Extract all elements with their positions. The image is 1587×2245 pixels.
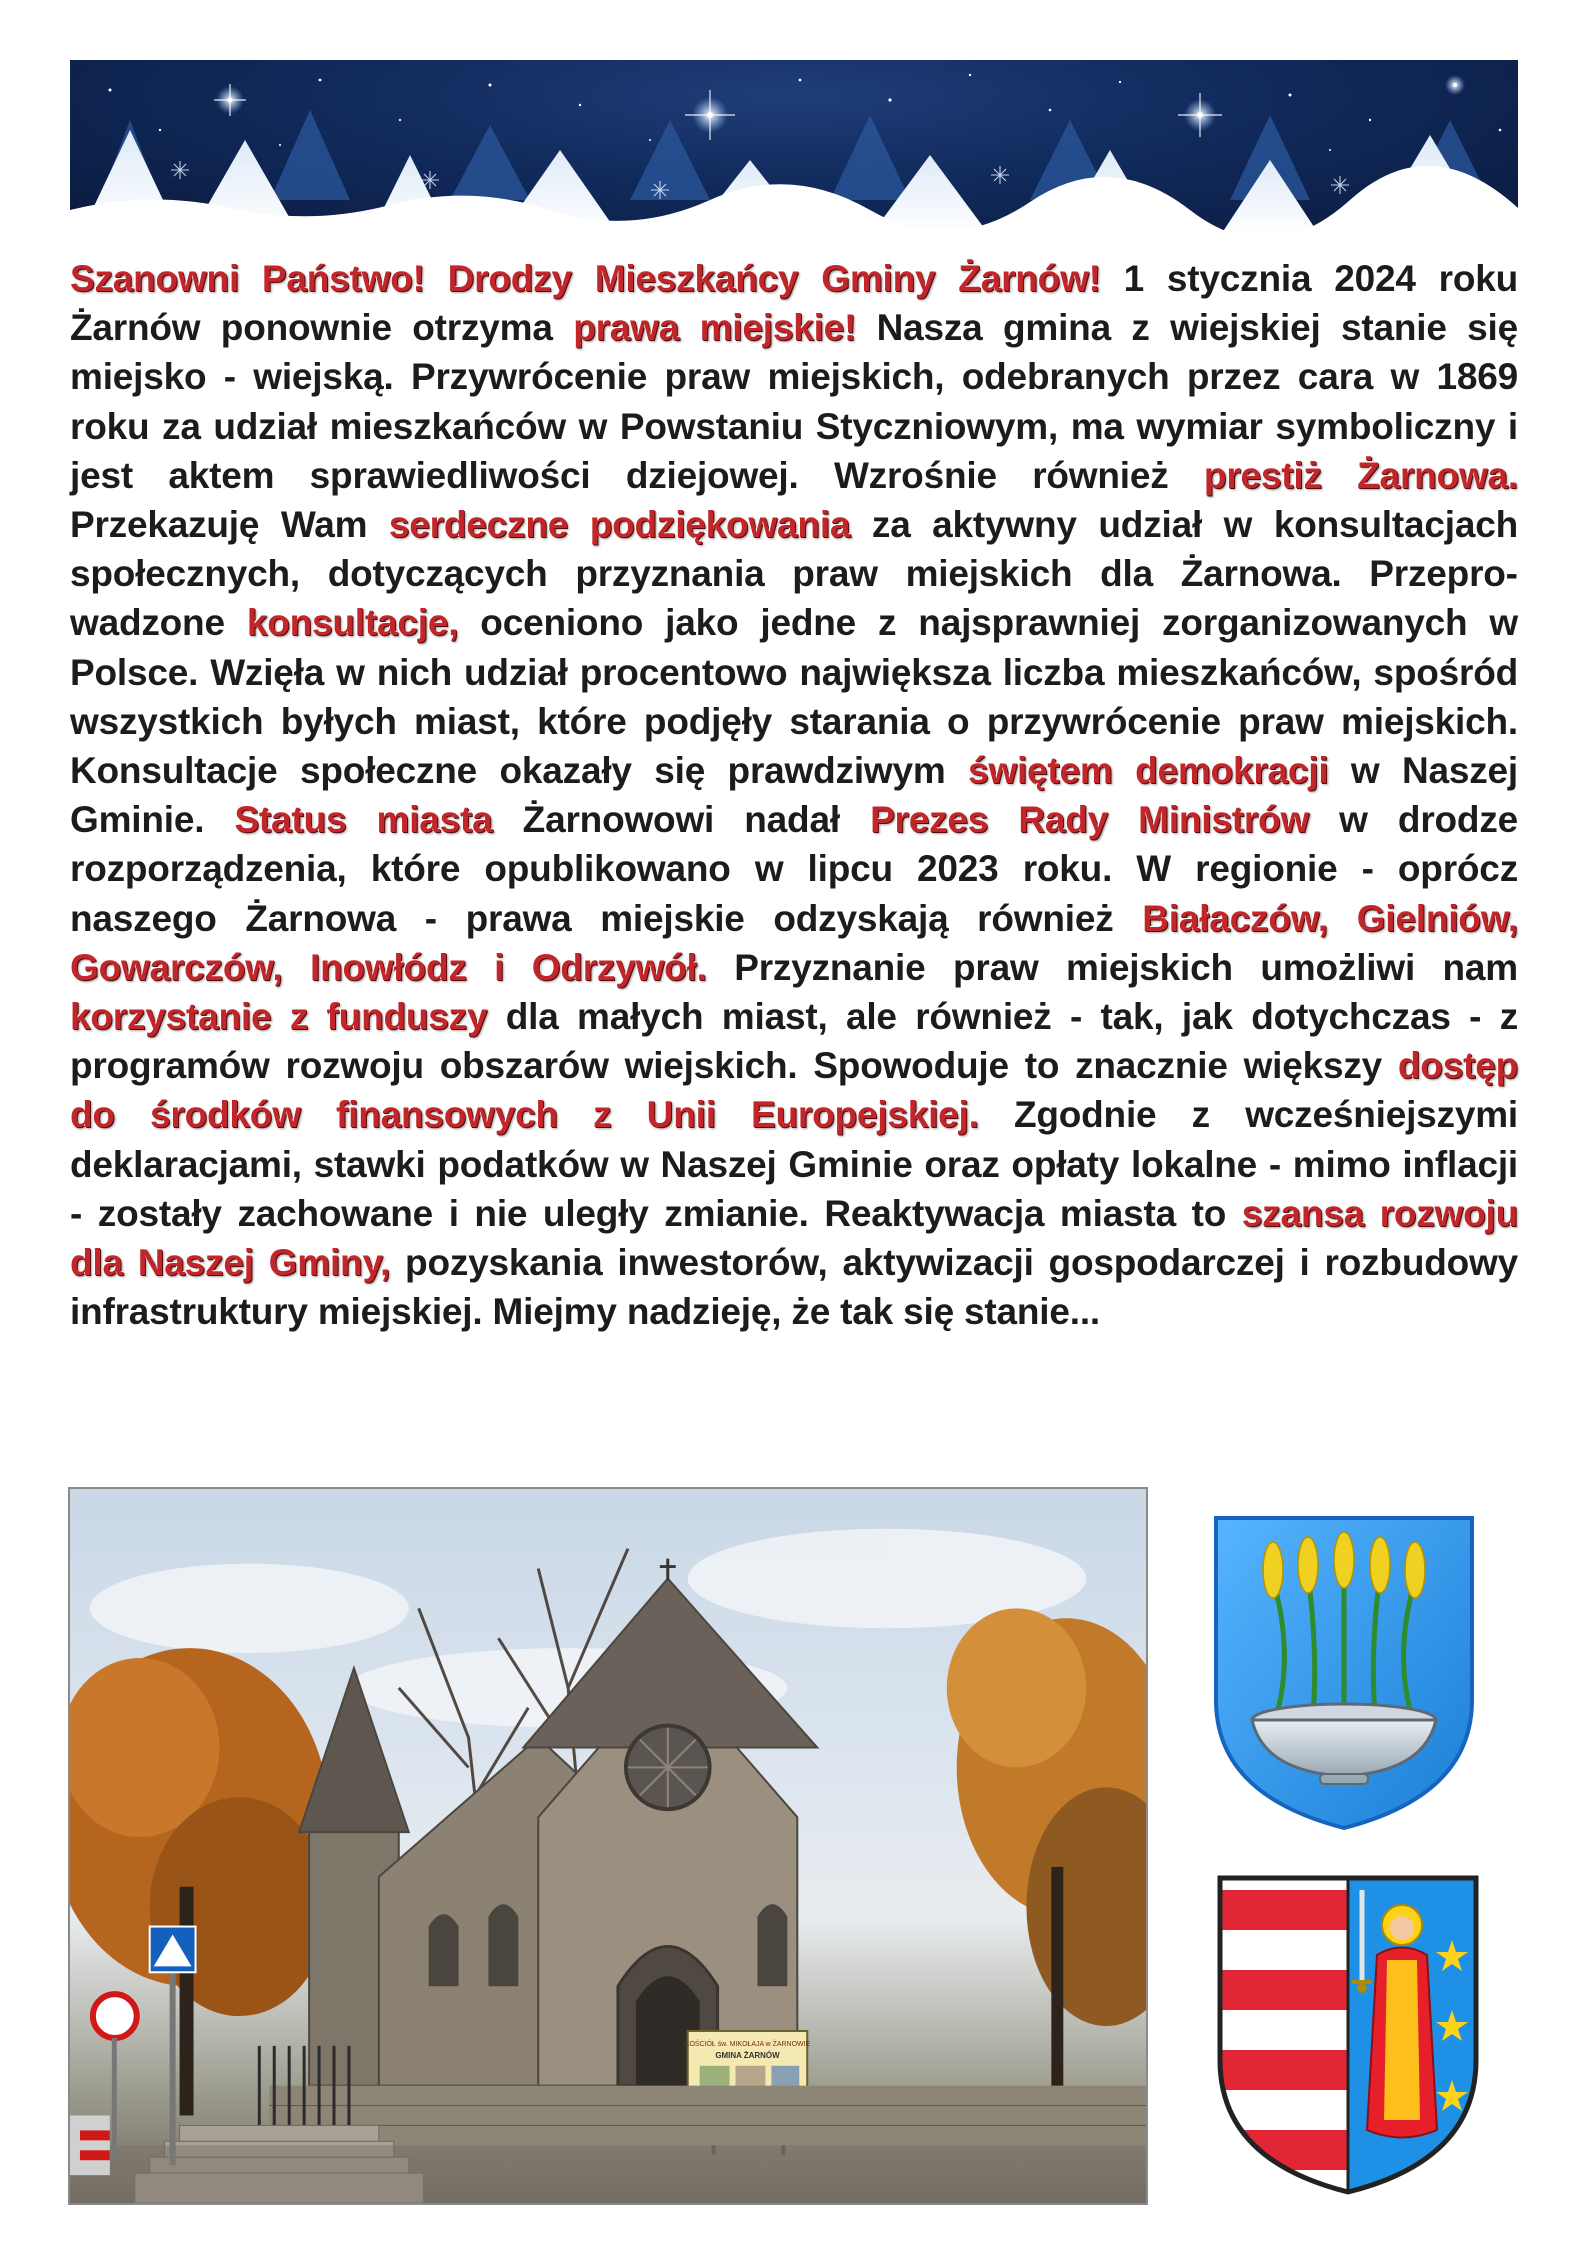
- highlight-swieto-demokracji: świętem demokracji: [968, 750, 1329, 792]
- wheat-crest: [1208, 1510, 1480, 1835]
- letter-segment: pozyskania inwestorów, aktywizacji gospodarczej i rozbudowy infrastruktury miejskiej. Miejmy nadzieję, że tak się stanie...: [70, 1242, 1518, 1333]
- letter-segment: dla małych miast, ale również - tak, jak dotychczas - z programów rozwoju obszarów wiejskich. Spowoduje to znacznie większy: [70, 996, 1518, 1087]
- highlight-ue: dostęp do środków finansowych z Unii Europejskiej.: [70, 1045, 1518, 1136]
- letter-segment: Nasza gmina z wiejskiej stanie się miejsko - wiejską. Przywrócenie praw miejskich, odebranych przez cara w 1869 roku za udział mieszkańców w Powstaniu Styczniowym, ma wymiar symboliczny i jest aktem sprawiedliwości dziejowej. Wzrośnie również: [70, 307, 1518, 496]
- highlight-fundusze: korzystanie z funduszy: [70, 996, 488, 1038]
- letter-segment: Przekazuję Wam: [70, 504, 389, 546]
- letter-segment: za aktywny udział w konsultacjach społecznych, dotyczących przyznania praw miejskich dla Żarnowa. Przeprowadzone: [70, 504, 1518, 644]
- letter-segment: Żarnowowi nadał: [492, 799, 871, 841]
- letter-segment: 1 stycznia 2024 roku Żarnów ponownie otrzyma: [70, 258, 1518, 349]
- highlight-prestiz: prestiż Żarnowa.: [1203, 454, 1518, 496]
- letter-segment: Przyznanie praw miejskich umożliwi nam: [706, 946, 1518, 988]
- highlight-towns: Białaczów, Gielniów, Gowarczów, Inowłódz i Odrzywół.: [70, 897, 1518, 988]
- highlight-podziekowania: serdeczne podziękowania: [388, 504, 851, 546]
- church-photo: [68, 1487, 1148, 2205]
- board-subtitle: GMINA ŻARNÓW: [715, 2050, 780, 2060]
- salutation: Szanowni Państwo! Drodzy Mieszkańcy Gminy Żarnów!: [70, 258, 1101, 299]
- letter-text: [70, 254, 1518, 1336]
- saint-crest: [1212, 1870, 1484, 2200]
- letter-segment: w drodze rozporządzenia, które opublikowano w lipcu 2023 roku. W regionie - oprócz naszego Żarnowa - prawa miejskie odzyskają również: [70, 799, 1518, 939]
- highlight-prawa-miejskie: prawa miejskie!: [573, 307, 857, 349]
- board-title: KOŚCIÓŁ św. MIKOŁAJA w ŻARNOWIE: [684, 2040, 811, 2048]
- highlight-status-miasta: Status miasta: [234, 799, 493, 841]
- letter-segment: w Naszej Gminie.: [70, 750, 1518, 841]
- letter-segment: Zgodnie z wcześniejszymi deklaracjami, stawki podatków w Naszej Gminie oraz opłaty lokalne - mimo inflacji - zostały zachowane i nie uległy zmianie. Reaktywacja miasta to: [70, 1094, 1518, 1234]
- highlight-szansa: szansa rozwoju dla Naszej Gminy,: [70, 1192, 1518, 1284]
- letter-segment: oceniono jako jedne z najsprawniej zorganizowanych w Polsce. Wzięła w nich udział procentowo największa liczba mieszkańców, spośród wszystkich byłych miast, które podjęły starania o przywrócenie praw miejskich. Konsultacje społeczne okazały się prawdziwym: [70, 602, 1518, 792]
- highlight-konsultacje: konsultacje,: [246, 602, 459, 644]
- winter-banner: [70, 60, 1518, 236]
- highlight-prezes: Prezes Rady Ministrów: [870, 799, 1310, 841]
